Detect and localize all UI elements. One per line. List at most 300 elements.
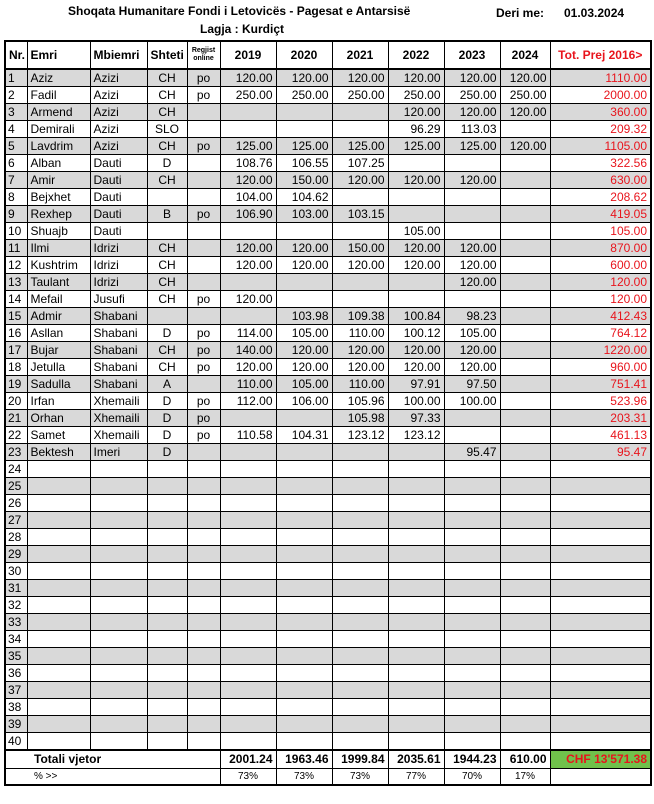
cell-2023 <box>444 495 500 512</box>
cell-shteti <box>147 529 187 546</box>
cell-total <box>550 733 651 751</box>
cell-2021 <box>332 716 388 733</box>
cell-shteti <box>147 512 187 529</box>
cell-2023: 120.00 <box>444 240 500 257</box>
payments-table <box>4 40 652 786</box>
cell-2022: 100.12 <box>388 325 444 342</box>
cell-2022: 96.29 <box>388 121 444 138</box>
cell-2020 <box>276 495 332 512</box>
cell-total: 461.13 <box>550 427 651 444</box>
cell-total: 960.00 <box>550 359 651 376</box>
cell-emri: Lavdrim <box>27 138 90 155</box>
cell-emri: Bektesh <box>27 444 90 461</box>
cell-shteti: CH <box>147 87 187 104</box>
cell-2019: 140.00 <box>220 342 276 359</box>
cell-2020: 103.98 <box>276 308 332 325</box>
cell-nr: 14 <box>5 291 27 308</box>
cell-2024 <box>500 580 550 597</box>
table-row <box>5 733 651 751</box>
percent-2022: 77% <box>388 769 444 786</box>
cell-2019 <box>220 665 276 682</box>
cell-2023 <box>444 614 500 631</box>
percent-empty-cell <box>550 769 651 786</box>
cell-mbiemri: Idrizi <box>90 240 147 257</box>
cell-emri: Taulant <box>27 274 90 291</box>
cell-2024 <box>500 376 550 393</box>
cell-emri: Bujar <box>27 342 90 359</box>
cell-shteti: CH <box>147 274 187 291</box>
col-header-2022: 2022 <box>388 41 444 69</box>
cell-2022: 120.00 <box>388 104 444 121</box>
cell-2021 <box>332 665 388 682</box>
table-row <box>5 104 651 121</box>
cell-2023: 113.03 <box>444 121 500 138</box>
table-row <box>5 393 651 410</box>
table-row <box>5 529 651 546</box>
cell-regjist-online <box>187 223 220 240</box>
cell-2019 <box>220 563 276 580</box>
cell-regjist-online <box>187 172 220 189</box>
cell-2020 <box>276 529 332 546</box>
cell-nr: 7 <box>5 172 27 189</box>
spreadsheet <box>4 2 650 786</box>
cell-2022: 100.84 <box>388 308 444 325</box>
cell-emri: Asllan <box>27 325 90 342</box>
table-row <box>5 155 651 172</box>
cell-total <box>550 716 651 733</box>
cell-nr: 10 <box>5 223 27 240</box>
cell-emri: Samet <box>27 427 90 444</box>
col-header-regjist-online: Regjist online <box>187 41 220 69</box>
cell-2021 <box>332 223 388 240</box>
cell-2019 <box>220 410 276 427</box>
cell-2022: 120.00 <box>388 240 444 257</box>
cell-regjist-online: po <box>187 87 220 104</box>
cell-nr: 24 <box>5 461 27 478</box>
col-header-total: Tot. Prej 2016> <box>550 41 651 69</box>
total-2019: 2001.24 <box>220 750 276 769</box>
cell-2020: 106.00 <box>276 393 332 410</box>
cell-nr: 11 <box>5 240 27 257</box>
cell-2021: 109.38 <box>332 308 388 325</box>
cell-shteti: B <box>147 206 187 223</box>
cell-mbiemri <box>90 563 147 580</box>
cell-2024 <box>500 716 550 733</box>
cell-2023 <box>444 427 500 444</box>
cell-mbiemri: Dauti <box>90 189 147 206</box>
cell-shteti: CH <box>147 69 187 87</box>
cell-regjist-online <box>187 376 220 393</box>
cell-regjist-online: po <box>187 359 220 376</box>
cell-2020 <box>276 648 332 665</box>
cell-total: 600.00 <box>550 257 651 274</box>
cell-regjist-online <box>187 257 220 274</box>
cell-regjist-online <box>187 563 220 580</box>
cell-regjist-online <box>187 189 220 206</box>
cell-emri <box>27 716 90 733</box>
col-header-2021: 2021 <box>332 41 388 69</box>
cell-emri: Sadulla <box>27 376 90 393</box>
cell-2024 <box>500 682 550 699</box>
cell-shteti: CH <box>147 291 187 308</box>
cell-mbiemri <box>90 699 147 716</box>
cell-shteti <box>147 308 187 325</box>
cell-emri: Alban <box>27 155 90 172</box>
cell-2021: 120.00 <box>332 257 388 274</box>
table-row <box>5 308 651 325</box>
cell-2022 <box>388 155 444 172</box>
cell-mbiemri: Shabani <box>90 308 147 325</box>
percent-row <box>5 769 651 786</box>
total-2024: 610.00 <box>500 750 550 769</box>
cell-total: 1105.00 <box>550 138 651 155</box>
cell-2024 <box>500 274 550 291</box>
cell-2020 <box>276 597 332 614</box>
cell-regjist-online <box>187 580 220 597</box>
table-row <box>5 410 651 427</box>
cell-mbiemri: Azizi <box>90 87 147 104</box>
col-header-2019: 2019 <box>220 41 276 69</box>
cell-2019 <box>220 682 276 699</box>
cell-2024 <box>500 291 550 308</box>
cell-2020 <box>276 699 332 716</box>
col-header-emri: Emri <box>27 41 90 69</box>
table-row <box>5 444 651 461</box>
cell-2021 <box>332 563 388 580</box>
cell-2023 <box>444 580 500 597</box>
cell-2024 <box>500 512 550 529</box>
cell-2023: 120.00 <box>444 342 500 359</box>
cell-2021 <box>332 478 388 495</box>
cell-total <box>550 631 651 648</box>
date-value: 01.03.2024 <box>564 6 625 20</box>
cell-mbiemri: Jusufi <box>90 291 147 308</box>
cell-emri <box>27 699 90 716</box>
cell-mbiemri <box>90 682 147 699</box>
cell-2021 <box>332 291 388 308</box>
cell-mbiemri <box>90 665 147 682</box>
cell-2019 <box>220 223 276 240</box>
cell-2024 <box>500 478 550 495</box>
cell-2019 <box>220 512 276 529</box>
total-2021: 1999.84 <box>332 750 388 769</box>
cell-2020: 150.00 <box>276 172 332 189</box>
cell-2021 <box>332 546 388 563</box>
cell-total: 120.00 <box>550 274 651 291</box>
table-row <box>5 189 651 206</box>
cell-2023: 120.00 <box>444 69 500 87</box>
cell-2024 <box>500 308 550 325</box>
cell-regjist-online <box>187 155 220 172</box>
cell-2019 <box>220 461 276 478</box>
cell-nr: 37 <box>5 682 27 699</box>
cell-total: 412.43 <box>550 308 651 325</box>
cell-2022: 125.00 <box>388 138 444 155</box>
cell-2023: 98.23 <box>444 308 500 325</box>
table-row <box>5 461 651 478</box>
table-row <box>5 580 651 597</box>
cell-2019 <box>220 529 276 546</box>
cell-2024 <box>500 597 550 614</box>
table-row <box>5 274 651 291</box>
cell-total: 120.00 <box>550 291 651 308</box>
cell-emri <box>27 665 90 682</box>
cell-2021 <box>332 189 388 206</box>
cell-2020: 106.55 <box>276 155 332 172</box>
cell-2019 <box>220 444 276 461</box>
cell-mbiemri <box>90 597 147 614</box>
cell-2020: 105.00 <box>276 376 332 393</box>
cell-2021 <box>332 512 388 529</box>
cell-2024 <box>500 342 550 359</box>
cell-2023 <box>444 206 500 223</box>
cell-2022 <box>388 580 444 597</box>
percent-2023: 70% <box>444 769 500 786</box>
cell-2019: 120.00 <box>220 69 276 87</box>
cell-mbiemri: Imeri <box>90 444 147 461</box>
cell-mbiemri: Dauti <box>90 172 147 189</box>
cell-shteti <box>147 716 187 733</box>
table-row <box>5 121 651 138</box>
table-row <box>5 682 651 699</box>
cell-2022 <box>388 733 444 751</box>
table-row <box>5 614 651 631</box>
cell-2019 <box>220 546 276 563</box>
cell-2019 <box>220 597 276 614</box>
cell-2021 <box>332 121 388 138</box>
cell-2019: 120.00 <box>220 359 276 376</box>
col-header-2020: 2020 <box>276 41 332 69</box>
cell-total <box>550 665 651 682</box>
cell-2021 <box>332 444 388 461</box>
cell-2021 <box>332 682 388 699</box>
col-header-2023: 2023 <box>444 41 500 69</box>
cell-2021: 150.00 <box>332 240 388 257</box>
cell-nr: 23 <box>5 444 27 461</box>
cell-2022: 105.00 <box>388 223 444 240</box>
cell-total: 1110.00 <box>550 69 651 87</box>
cell-emri: Amir <box>27 172 90 189</box>
cell-regjist-online <box>187 461 220 478</box>
cell-2021: 120.00 <box>332 172 388 189</box>
cell-2024 <box>500 546 550 563</box>
cell-regjist-online <box>187 631 220 648</box>
date-label: Deri me: <box>496 6 545 20</box>
cell-regjist-online <box>187 733 220 751</box>
cell-shteti: D <box>147 325 187 342</box>
cell-2024 <box>500 410 550 427</box>
cell-regjist-online: po <box>187 393 220 410</box>
cell-2023 <box>444 648 500 665</box>
cell-2020 <box>276 733 332 751</box>
cell-nr: 34 <box>5 631 27 648</box>
cell-2024 <box>500 665 550 682</box>
cell-2023 <box>444 563 500 580</box>
cell-2019: 125.00 <box>220 138 276 155</box>
cell-emri: Kushtrim <box>27 257 90 274</box>
cell-nr: 21 <box>5 410 27 427</box>
cell-2023 <box>444 155 500 172</box>
table-row <box>5 512 651 529</box>
cell-emri <box>27 580 90 597</box>
cell-total <box>550 495 651 512</box>
cell-regjist-online: po <box>187 342 220 359</box>
cell-2020 <box>276 665 332 682</box>
grand-total: CHF 13'571.38 <box>550 750 651 769</box>
cell-2021: 105.98 <box>332 410 388 427</box>
table-row <box>5 69 651 87</box>
cell-regjist-online: po <box>187 325 220 342</box>
cell-2024 <box>500 240 550 257</box>
cell-2021: 123.12 <box>332 427 388 444</box>
cell-total: 751.41 <box>550 376 651 393</box>
cell-2020 <box>276 631 332 648</box>
cell-2020 <box>276 223 332 240</box>
cell-nr: 15 <box>5 308 27 325</box>
table-row <box>5 563 651 580</box>
cell-nr: 3 <box>5 104 27 121</box>
cell-2020: 120.00 <box>276 359 332 376</box>
cell-2024 <box>500 495 550 512</box>
cell-regjist-online <box>187 682 220 699</box>
cell-2022 <box>388 461 444 478</box>
cell-2020: 104.62 <box>276 189 332 206</box>
cell-2022 <box>388 512 444 529</box>
cell-mbiemri <box>90 529 147 546</box>
cell-shteti: D <box>147 410 187 427</box>
cell-2019 <box>220 699 276 716</box>
cell-2019 <box>220 478 276 495</box>
cell-shteti <box>147 563 187 580</box>
cell-nr: 8 <box>5 189 27 206</box>
cell-2023 <box>444 631 500 648</box>
cell-2021: 250.00 <box>332 87 388 104</box>
cell-regjist-online <box>187 546 220 563</box>
cell-2022: 123.12 <box>388 427 444 444</box>
cell-total <box>550 699 651 716</box>
cell-mbiemri: Dauti <box>90 223 147 240</box>
cell-regjist-online <box>187 104 220 121</box>
table-row <box>5 257 651 274</box>
cell-shteti <box>147 614 187 631</box>
cell-2023 <box>444 410 500 427</box>
cell-total: 764.12 <box>550 325 651 342</box>
cell-2024 <box>500 529 550 546</box>
cell-total <box>550 682 651 699</box>
cell-2022: 97.91 <box>388 376 444 393</box>
cell-2019 <box>220 631 276 648</box>
sheet-header <box>4 2 650 40</box>
cell-2023 <box>444 716 500 733</box>
cell-2021: 103.15 <box>332 206 388 223</box>
cell-2023: 120.00 <box>444 172 500 189</box>
table-row <box>5 376 651 393</box>
cell-regjist-online <box>187 274 220 291</box>
cell-total: 870.00 <box>550 240 651 257</box>
cell-2020 <box>276 512 332 529</box>
cell-2019 <box>220 733 276 751</box>
table-row <box>5 716 651 733</box>
cell-2020 <box>276 478 332 495</box>
table-row <box>5 546 651 563</box>
cell-2023 <box>444 478 500 495</box>
cell-2022 <box>388 699 444 716</box>
cell-shteti <box>147 546 187 563</box>
table-body <box>5 69 651 750</box>
table-row <box>5 648 651 665</box>
cell-nr: 39 <box>5 716 27 733</box>
cell-mbiemri <box>90 512 147 529</box>
cell-2022 <box>388 529 444 546</box>
cell-2021 <box>332 104 388 121</box>
cell-2019 <box>220 495 276 512</box>
col-header-mbiemri: Mbiemri <box>90 41 147 69</box>
cell-nr: 20 <box>5 393 27 410</box>
cell-regjist-online: po <box>187 206 220 223</box>
table-row <box>5 665 651 682</box>
cell-2021 <box>332 495 388 512</box>
sheet-title: Shoqata Humanitare Fondi i Letovicës - Pagesat e Antarsisë <box>68 4 411 18</box>
cell-nr: 40 <box>5 733 27 751</box>
cell-total <box>550 614 651 631</box>
cell-2022 <box>388 631 444 648</box>
percent-2019: 73% <box>220 769 276 786</box>
cell-regjist-online <box>187 597 220 614</box>
cell-2022 <box>388 665 444 682</box>
cell-2024 <box>500 699 550 716</box>
cell-2024: 120.00 <box>500 69 550 87</box>
cell-2022 <box>388 546 444 563</box>
cell-2024 <box>500 155 550 172</box>
cell-2020 <box>276 410 332 427</box>
cell-2020: 120.00 <box>276 257 332 274</box>
cell-2020: 120.00 <box>276 342 332 359</box>
cell-2021: 105.96 <box>332 393 388 410</box>
cell-nr: 6 <box>5 155 27 172</box>
cell-mbiemri: Azizi <box>90 121 147 138</box>
cell-2024 <box>500 631 550 648</box>
cell-mbiemri <box>90 495 147 512</box>
cell-2023: 105.00 <box>444 325 500 342</box>
cell-2021 <box>332 597 388 614</box>
sheet-subtitle: Lagja : Kurdiçt <box>200 22 285 36</box>
cell-mbiemri <box>90 631 147 648</box>
cell-regjist-online: po <box>187 427 220 444</box>
cell-2024 <box>500 461 550 478</box>
cell-2020: 125.00 <box>276 138 332 155</box>
table-row <box>5 172 651 189</box>
cell-2019: 250.00 <box>220 87 276 104</box>
cell-2021 <box>332 733 388 751</box>
cell-emri: Ilmi <box>27 240 90 257</box>
cell-mbiemri: Shabani <box>90 342 147 359</box>
cell-shteti: A <box>147 376 187 393</box>
table-row <box>5 495 651 512</box>
cell-2022 <box>388 495 444 512</box>
table-row <box>5 291 651 308</box>
cell-mbiemri: Azizi <box>90 69 147 87</box>
cell-total <box>550 563 651 580</box>
cell-2024 <box>500 648 550 665</box>
cell-regjist-online <box>187 512 220 529</box>
cell-emri: Armend <box>27 104 90 121</box>
cell-nr: 18 <box>5 359 27 376</box>
cell-2022: 120.00 <box>388 69 444 87</box>
cell-mbiemri <box>90 733 147 751</box>
cell-shteti: CH <box>147 172 187 189</box>
cell-mbiemri: Idrizi <box>90 274 147 291</box>
cell-2022: 120.00 <box>388 257 444 274</box>
